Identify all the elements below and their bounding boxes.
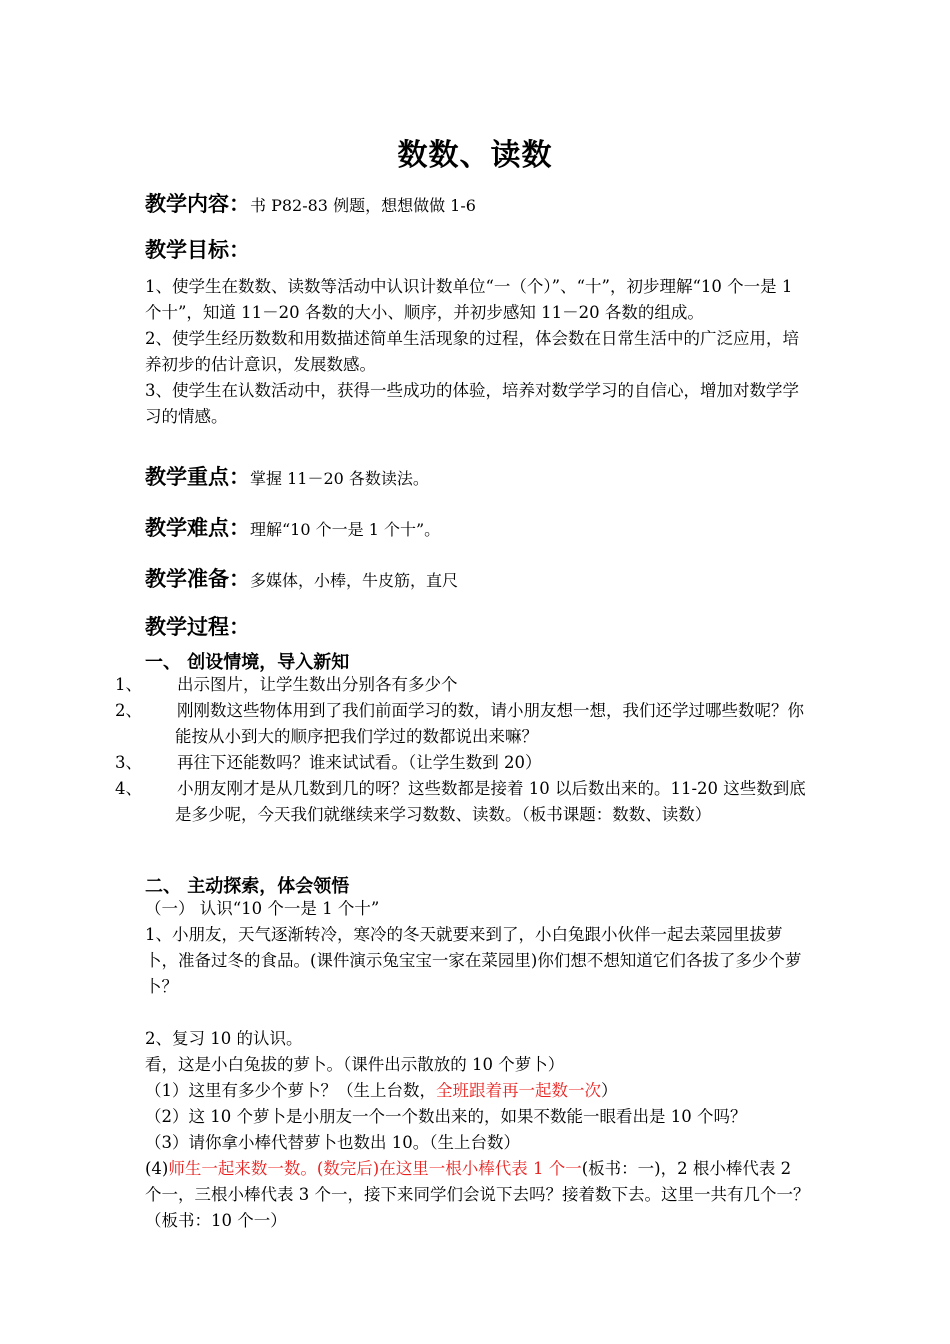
prep-section — [145, 563, 825, 593]
list-item-text: 再往下还能数吗？谁来试试看。（让学生数到 20） — [177, 753, 542, 772]
list-item-number: 2、 — [115, 701, 142, 720]
content-label: 教学内容： — [145, 192, 250, 216]
prep-value: 多媒体，小棒，牛皮筋，直尺 — [250, 571, 459, 590]
list-item-text: 出示图片，让学生数出分别各有多少个 — [177, 675, 458, 694]
goal-item: 2、使学生经历数数和用数描述简单生活现象的过程，体会数在日常生活中的广泛应用，培养初步的估计意识，发展数感。 — [145, 329, 799, 374]
key-label: 教学重点： — [145, 465, 250, 489]
part2-subheading: （一） 认识“10 个一是 1 个十” — [145, 899, 380, 918]
process-label: 教学过程： — [145, 615, 250, 639]
goal-item: 1、使学生在数数、读数等活动中认识计数单位“一（个）”、“十”，初步理解“10 个一是 1 个十”，知道 11－20 各数的大小、顺序，并初步感知 11－20 各数的组成。 — [145, 277, 793, 322]
goals-label: 教学目标： — [145, 238, 250, 262]
difficulty-section — [145, 512, 825, 542]
list-item — [115, 776, 813, 828]
question-4-highlight: 师生一起来数一数。(数完后)在这里一根小棒代表 1 个一 — [168, 1159, 582, 1178]
list-item — [115, 672, 813, 698]
goals-list — [145, 274, 810, 430]
list-item-number: 3、 — [115, 753, 142, 772]
difficulty-value: 理解“10 个一是 1 个十”。 — [250, 520, 441, 539]
content-value: 书 P82-83 例题，想想做做 1-6 — [250, 196, 476, 215]
blank-line — [145, 1000, 810, 1026]
question-3: （3）请你拿小棒代替萝卜也数出 10。（生上台数） — [145, 1133, 520, 1152]
list-item-number: 4、 — [115, 779, 142, 798]
question-4-text: (板书：一)，2 根小棒代表 2 个一，三根小棒代表 3 个一，接下来同学们会说下去吗？接着数下去。这里一共有几个一？（板书：10 个一） — [145, 1159, 810, 1230]
list-item — [115, 750, 813, 776]
part2-paragraph: 看，这是小白兔拔的萝卜。（课件出示散放的 10 个萝卜） — [145, 1055, 565, 1074]
list-item-number: 1、 — [115, 675, 142, 694]
goals-heading — [145, 234, 825, 264]
part2-paragraph: 1、小朋友，天气逐渐转冷，寒冷的冬天就要来到了，小白兔跟小伙伴一起去菜园里拔萝卜，准备过冬的食品。(课件演示兔宝宝一家在菜园里)你们想不想知道它们各拔了多少个萝卜？ — [145, 925, 802, 996]
process-heading — [145, 611, 825, 641]
question-4 — [145, 1156, 810, 1234]
prep-label: 教学准备： — [145, 567, 250, 591]
part2-body — [145, 896, 810, 1234]
content-section — [145, 188, 825, 218]
question-1-end: ） — [601, 1081, 618, 1100]
list-item-text: 小朋友刚才是从几数到几的呀？这些数都是接着 10 以后数出来的。11-20 这些数到底是多少呢，今天我们就继续来学习数数、读数。（板书课题：数数、读数） — [175, 779, 806, 824]
difficulty-label: 教学难点： — [145, 516, 250, 540]
key-value: 掌握 11－20 各数读法。 — [250, 469, 429, 488]
list-item — [115, 698, 813, 750]
question-1 — [145, 1078, 810, 1104]
page-title: 数数、读数 — [397, 138, 553, 173]
part1-heading: 一、 创设情境，导入新知 — [145, 652, 350, 673]
question-1-text: （1）这里有多少个萝卜？（生上台数， — [145, 1081, 436, 1100]
question-2: （2）这 10 个萝卜是小朋友一个一个数出来的，如果不数能一眼看出是 10 个吗？ — [145, 1107, 747, 1126]
goal-item: 3、使学生在认数活动中，获得一些成功的体验，培养对数学学习的自信心，增加对数学学习的情感。 — [145, 381, 799, 426]
question-1-highlight: 全班跟着再一起数一次 — [436, 1081, 601, 1100]
key-section — [145, 461, 825, 491]
part2-paragraph: 2、复习 10 的认识。 — [145, 1029, 303, 1048]
list-item-text: 刚刚数这些物体用到了我们前面学习的数，请小朋友想一想，我们还学过哪些数呢？你能按从小到大的顺序把我们学过的数都说出来嘛？ — [175, 701, 804, 746]
part1-list — [115, 672, 813, 828]
part2-heading: 二、 主动探索，体会领悟 — [145, 876, 350, 897]
question-4-number: (4) — [145, 1159, 169, 1178]
